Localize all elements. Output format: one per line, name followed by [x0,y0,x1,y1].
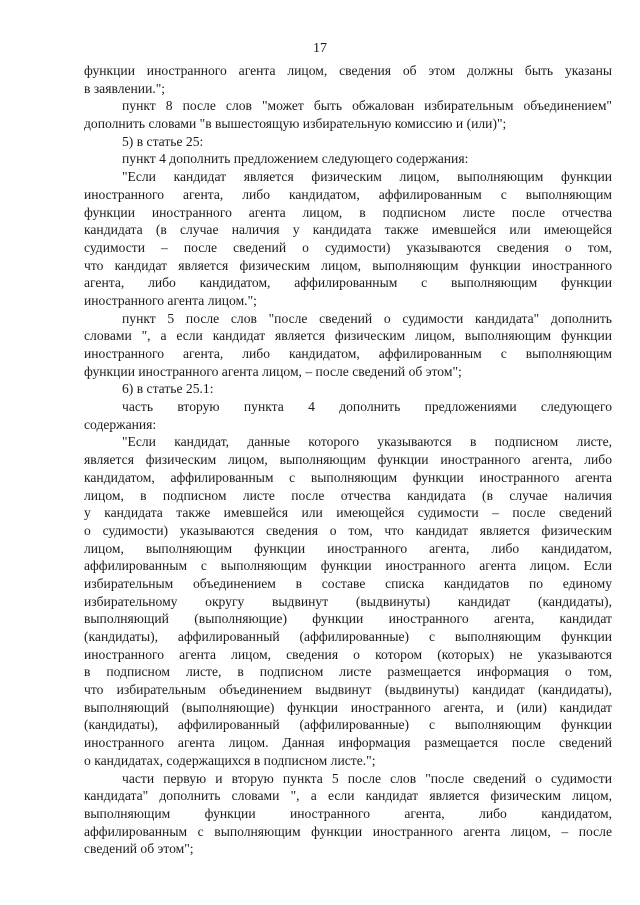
text-line: словами ", а если кандидат является физическим лицом, выполняющим функции [84,328,612,344]
page-number: 17 [313,41,327,56]
text-line: иностранного агента лицом."; [84,292,257,308]
text-line: судимости – после сведений о судимости) указываются сведения о том, [84,239,612,255]
text-line: сведений об этом"; [84,841,194,857]
text-line: иностранного агента, либо кандидатом, аффилированным с выполняющим [84,186,612,202]
text-line: функции иностранного агента лицом, сведения об этом должны быть указаны [84,63,612,78]
text-line: что кандидат является физическим лицом, выполняющим функции иностранного [84,257,612,273]
text-line: выполняющий (выполняющие) функции иностранного агента, и (или) кандидат [84,699,612,715]
text-line: кандидата (в случае наличия у кандидата также имевшейся или имеющейся [84,222,612,238]
text-line: часть вторую пункта 4 дополнить предложениями следующего [122,399,612,415]
text-line: пункт 5 после слов "после сведений о судимости кандидата" дополнить [122,310,612,326]
text-line: является физическим лицом, выполняющим функции иностранного агента, либо [84,452,612,468]
text-line: кандидатом, аффилированным с выполняющим функции иностранного агента [84,469,612,485]
text-line: иностранного агента лицом, сведения о котором (которых) не указываются [84,646,612,662]
text-line: избирательному округу выдвинут (выдвинуты) кандидат (кандидаты), [84,593,612,609]
text-line: 5) в статье 25: [122,133,204,149]
text-line: функции иностранного агента лицом, в подписном листе после отчества [84,204,612,220]
text-line: иностранного агента лицом. Данная информация размещается после сведений [84,735,612,751]
text-line: в подписном листе, в подписном листе размещается информация о том, [84,664,612,680]
text-line: лицом, выполняющим функции иностранного агента, либо кандидатом, [84,540,612,556]
text-line: аффилированным с выполняющим функции иностранного агента лицом, – после [84,823,612,839]
text-line: дополнить словами "в вышестоящую избирательную комиссию и (или)"; [84,116,507,132]
text-line: избирательным объединением в составе списка кандидатов по единому [84,575,612,591]
text-line: содержания: [84,416,157,432]
text-line: "Если кандидат является физическим лицом, выполняющим функции [122,169,612,185]
text-line: пункт 4 дополнить предложением следующего содержания: [122,151,469,167]
text-line: что избирательным объединением выдвинут (выдвинуты) кандидат (кандидаты), [84,682,612,698]
text-line: 6) в статье 25.1: [122,381,214,397]
text-line: (кандидаты), аффилированный (аффилированные) с выполняющим функции [84,717,612,733]
text-line: (кандидаты), аффилированный (аффилированные) с выполняющим функции [84,629,612,644]
text-line: функции иностранного агента лицом, – после сведений об этом"; [84,363,462,379]
text-line: в заявлении."; [84,80,166,96]
text-line: "Если кандидат, данные которого указываются в подписном листе, [122,434,612,450]
text-line: лицом, в подписном листе после отчества кандидата (в случае наличия [84,487,612,503]
text-line: у кандидата также имевшейся или имеющейся судимости – после сведений [84,505,612,521]
text-line: иностранного агента, либо кандидатом, аффилированным с выполняющим [84,346,612,361]
text-line: аффилированным с выполняющим функции иностранного агента лицом. Если [84,558,612,574]
text-line: о судимости) указываются сведения о том, что кандидат является физическим [84,522,612,538]
text-line: пункт 8 после слов "может быть обжалован избирательным объединением" [122,98,612,114]
text-line: части первую и вторую пункта 5 после слов "после сведений о судимости [122,770,612,786]
text-line: агента, либо кандидатом, аффилированным с выполняющим функции [84,275,612,291]
text-line: о кандидатах, содержащихся в подписном листе."; [84,752,376,768]
text-line: выполняющим функции иностранного агента, либо кандидатом, [84,805,612,821]
document-body [84,62,612,858]
text-line: кандидата" дополнить словами ", а если кандидат является физическим лицом, [84,788,612,804]
text-line: выполняющий (выполняющие) функции иностранного агента, кандидат [84,611,612,627]
